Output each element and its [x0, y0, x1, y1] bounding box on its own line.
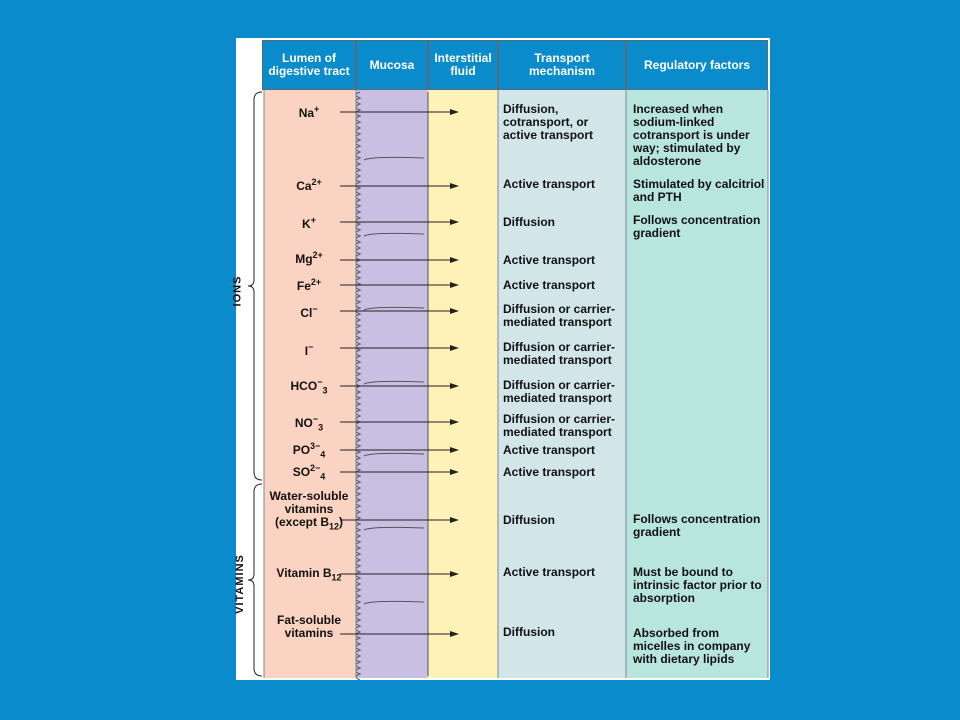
row-label: Na+ [298, 104, 320, 120]
row-label: $Fe^{2+}$ [296, 277, 322, 293]
side-brackets [248, 92, 262, 676]
arrow-head-icon [450, 257, 459, 263]
row-label: $Ca^{2+}$ [296, 177, 322, 193]
arrow-head-icon [450, 308, 459, 314]
transport-mechanism: Active transport [503, 565, 596, 579]
header-lumen: Lumen of digestive tract [262, 40, 356, 90]
cell-divider [364, 527, 424, 530]
transport-mechanism: Diffusion [503, 513, 555, 527]
arrow-head-icon [450, 109, 459, 115]
transport-mechanism: Diffusion [503, 625, 555, 639]
row-label: K+ [302, 215, 316, 231]
row-label: Cl− [300, 304, 318, 320]
regulatory-factor: Stimulated by calcitriol and PTH [633, 177, 765, 204]
cell-divider [364, 233, 424, 236]
row-label: $Mg^{2+}$ [295, 250, 323, 266]
row-label: Water-soluble vitamins (except $B_{12}$) [269, 489, 349, 532]
arrow-head-icon [450, 631, 459, 637]
header-mucosa: Mucosa [356, 40, 428, 90]
arrow-head-icon [450, 517, 459, 523]
regulatory-factor: Increased when sodium-linked cotransport is under way; stimulated by aldosterone [633, 102, 750, 168]
ions-label: IONS [231, 275, 244, 307]
group-bracket [248, 484, 262, 676]
header-regulatory: Regulatory factors [626, 40, 768, 90]
row-label: Vitamin $B_{12}$ [276, 566, 342, 583]
vitamins-label: VITAMINS [233, 554, 246, 614]
row-label: $PO^{3-}_4$ [292, 441, 326, 460]
cell-divider [364, 453, 424, 456]
transport-mechanism: Diffusion or carrier-mediated transport [503, 302, 616, 329]
arrow-head-icon [450, 345, 459, 351]
row-label: I− [304, 342, 314, 358]
arrow-head-icon [450, 447, 459, 453]
cell-divider [364, 307, 424, 310]
header-interstitial: Interstitial fluid [428, 40, 498, 90]
arrow-head-icon [450, 183, 459, 189]
arrow-head-icon [450, 219, 459, 225]
arrow-head-icon [450, 469, 459, 475]
transport-mechanism: Active transport [503, 177, 596, 191]
row-label: $HCO^-_3$ [290, 377, 328, 396]
row-label: $SO^{2-}_4$ [292, 463, 326, 482]
arrow-head-icon [450, 419, 459, 425]
arrow-head-icon [450, 282, 459, 288]
transport-mechanism: Active transport [503, 443, 596, 457]
transport-mechanism: Active transport [503, 253, 596, 267]
group-bracket [248, 92, 262, 480]
arrow-head-icon [450, 383, 459, 389]
cell-divider [364, 601, 424, 604]
regulatory-factor: Follows concentration gradient [633, 213, 761, 240]
regulatory-factor: Absorbed from micelles in company with dietary lipids [633, 626, 751, 666]
transport-mechanism: Diffusion or carrier-mediated transport [503, 412, 616, 439]
regulatory-factor: Must be bound to intrinsic factor prior to absorption [633, 565, 762, 605]
transport-mechanism: Active transport [503, 465, 596, 479]
transport-mechanism: Diffusion, cotransport, or active transport [503, 102, 594, 142]
transport-mechanism: Diffusion [503, 215, 555, 229]
header-transport: Transport mechanism [498, 40, 626, 90]
arrow-head-icon [450, 571, 459, 577]
transport-mechanism: Diffusion or carrier-mediated transport [503, 378, 616, 405]
cell-divider [364, 381, 424, 384]
row-label: $NO^-_3$ [294, 414, 324, 433]
cell-divider [364, 157, 424, 160]
transport-mechanism: Diffusion or carrier-mediated transport [503, 340, 616, 367]
row-label: Fat-soluble vitamins [276, 613, 341, 640]
transport-mechanism: Active transport [503, 278, 596, 292]
regulatory-factor: Follows concentration gradient [633, 512, 761, 539]
